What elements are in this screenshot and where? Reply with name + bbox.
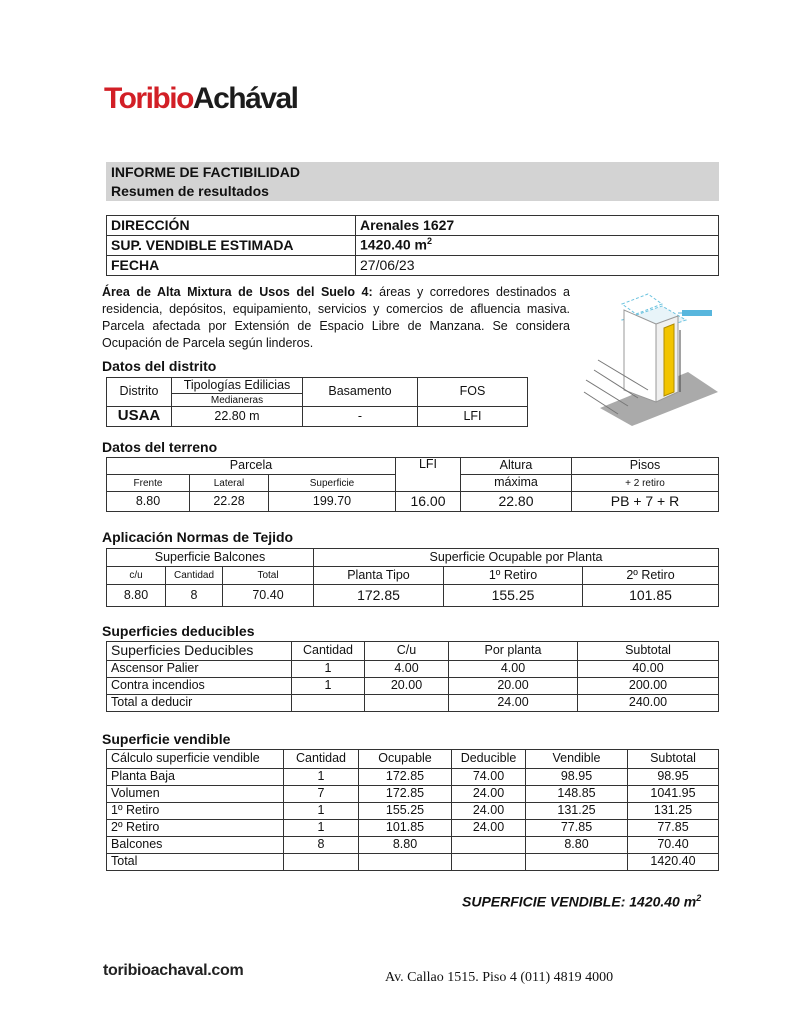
deducibles-cell (292, 695, 365, 712)
medianeras-header: Medianeras (172, 394, 303, 407)
vendible-cell: 7 (284, 786, 359, 803)
distrito-section-title: Datos del distrito (102, 358, 217, 374)
vendible-cell: 77.85 (628, 820, 719, 837)
vendible-cell (359, 854, 452, 871)
total-header: Total (223, 567, 314, 585)
vendible-header-3: Deducible (452, 750, 526, 769)
deducibles-section-title: Superficies deducibles (102, 623, 255, 639)
lateral-header: Lateral (190, 475, 269, 492)
deducibles-header-4: Subtotal (578, 642, 719, 661)
pisos-header: Pisos (572, 458, 719, 475)
deducibles-cell: Total a deducir (107, 695, 292, 712)
balcones-header: Superficie Balcones (107, 549, 314, 567)
brand-logo (104, 84, 298, 114)
table-row (107, 786, 719, 803)
vendible-header-2: Ocupable (359, 750, 452, 769)
table-row (107, 837, 719, 854)
vendible-cell: Planta Baja (107, 769, 284, 786)
total-value: 70.40 (223, 585, 314, 607)
retiro2-value: 101.85 (583, 585, 719, 607)
vendible-cell: 1 (284, 803, 359, 820)
superficie-header: Superficie (269, 475, 396, 492)
zone-description-text: áreas y corredores destinados a residencia, depósitos, equipamiento, servicios y comercios de afluencia masiva. Parcela afectada por Extensión de Espacio Libre de Manzana. Se considera Ocupación de Parcela según linderos. (102, 285, 570, 350)
lfi-value: 16.00 (396, 492, 461, 512)
vendible-cell: 77.85 (526, 820, 628, 837)
vendible-cell: 1420.40 (628, 854, 719, 871)
altura-value: 22.80 (461, 492, 572, 512)
vendible-cell: 74.00 (452, 769, 526, 786)
report-subtitle: Resumen de resultados (111, 183, 269, 199)
table-row (107, 661, 719, 678)
vendible-table (106, 749, 719, 871)
vendible-cell: 1 (284, 769, 359, 786)
altura-header-2: máxima (461, 475, 572, 492)
building-volume-illustration (578, 280, 720, 428)
vendible-cell: 1º Retiro (107, 803, 284, 820)
zone-description (102, 284, 570, 352)
fos-header: FOS (418, 378, 528, 407)
vendible-cell (452, 854, 526, 871)
fecha-label: FECHA (107, 256, 356, 276)
vendible-header-1: Cantidad (284, 750, 359, 769)
lateral-value: 22.28 (190, 492, 269, 512)
brand-part2: Achával (192, 82, 298, 115)
cu-value: 8.80 (107, 585, 166, 607)
terreno-table (106, 457, 719, 512)
distrito-header: Distrito (107, 378, 172, 407)
deducibles-cell: 40.00 (578, 661, 719, 678)
deducibles-cell: Ascensor Palier (107, 661, 292, 678)
vendible-header-0: Cálculo superficie vendible (107, 750, 284, 769)
deducibles-cell: 20.00 (365, 678, 449, 695)
deducibles-cell: 1 (292, 661, 365, 678)
brand-part1: Toribio (104, 82, 193, 115)
vendible-cell (284, 854, 359, 871)
pisos-value: PB + 7 + R (572, 492, 719, 512)
sup-value-cell (356, 236, 719, 256)
total-vendible-exp: 2 (696, 893, 702, 903)
deducibles-cell: 20.00 (449, 678, 578, 695)
deducibles-header-1: Cantidad (292, 642, 365, 661)
vendible-cell: 8 (284, 837, 359, 854)
vendible-cell: 8.80 (526, 837, 628, 854)
total-vendible (462, 893, 701, 910)
medianeras-value: 22.80 m (172, 407, 303, 427)
retiro1-value: 155.25 (444, 585, 583, 607)
fecha-value: 27/06/23 (356, 256, 719, 276)
pisos-sub-header: + 2 retiro (572, 475, 719, 492)
deducibles-header-0: Superficies Deducibles (107, 642, 292, 661)
retiro2-header: 2º Retiro (583, 567, 719, 585)
vendible-cell: 24.00 (452, 820, 526, 837)
vendible-cell: 131.25 (628, 803, 719, 820)
deducibles-header-2: C/u (365, 642, 449, 661)
vendible-cell: 172.85 (359, 786, 452, 803)
report-header (106, 162, 719, 201)
superficie-value: 199.70 (269, 492, 396, 512)
retiro1-header: 1º Retiro (444, 567, 583, 585)
info-table (106, 215, 719, 276)
lfi-header: LFI (396, 458, 461, 492)
footer-address: Av. Callao 1515. Piso 4 (011) 4819 4000 (385, 970, 614, 985)
vendible-cell: 24.00 (452, 803, 526, 820)
table-row (107, 695, 719, 712)
deducibles-cell: 4.00 (449, 661, 578, 678)
vendible-cell (526, 854, 628, 871)
direccion-label: DIRECCIÓN (107, 216, 356, 236)
terreno-section-title: Datos del terreno (102, 439, 218, 455)
vendible-cell: 24.00 (452, 786, 526, 803)
zone-description-bold: Área de Alta Mixtura de Usos del Suelo 4: (102, 285, 373, 299)
vendible-cell: 98.95 (526, 769, 628, 786)
total-vendible-label: SUPERFICIE VENDIBLE: 1420.40 m (462, 893, 697, 910)
altura-header: Altura (461, 458, 572, 475)
deducibles-cell (365, 695, 449, 712)
vendible-cell: 101.85 (359, 820, 452, 837)
fos-value: LFI (418, 407, 528, 427)
tejido-section-title: Aplicación Normas de Tejido (102, 529, 294, 545)
sup-unit-exp: 2 (426, 236, 432, 247)
deducibles-header-3: Por planta (449, 642, 578, 661)
table-row (107, 803, 719, 820)
tipologias-header: Tipologías Edilicias (172, 378, 303, 394)
vendible-section-title: Superficie vendible (102, 731, 231, 747)
vendible-header-4: Vendible (526, 750, 628, 769)
vendible-cell: 172.85 (359, 769, 452, 786)
report-title: INFORME DE FACTIBILIDAD (111, 164, 300, 180)
deducibles-cell: 1 (292, 678, 365, 695)
vendible-cell: Balcones (107, 837, 284, 854)
vendible-header-5: Subtotal (628, 750, 719, 769)
footer-url[interactable]: toribioachaval.com (103, 962, 244, 979)
deducibles-cell: 240.00 (578, 695, 719, 712)
planta-tipo-value: 172.85 (314, 585, 444, 607)
vendible-cell: Volumen (107, 786, 284, 803)
deducibles-cell: 4.00 (365, 661, 449, 678)
distrito-value: USAA (107, 407, 172, 427)
sup-value: 1420.40 m (360, 237, 427, 254)
deducibles-cell: 24.00 (449, 695, 578, 712)
basamento-header: Basamento (303, 378, 418, 407)
parcela-header: Parcela (107, 458, 396, 475)
vendible-cell: Total (107, 854, 284, 871)
vendible-cell: 1 (284, 820, 359, 837)
direccion-value: Arenales 1627 (356, 216, 719, 236)
frente-value: 8.80 (107, 492, 190, 512)
table-row (107, 854, 719, 871)
planta-tipo-header: Planta Tipo (314, 567, 444, 585)
vendible-cell (452, 837, 526, 854)
cantidad-header: Cantidad (166, 567, 223, 585)
deducibles-cell: Contra incendios (107, 678, 292, 695)
distrito-table (106, 377, 528, 427)
vendible-cell: 155.25 (359, 803, 452, 820)
deducibles-cell: 200.00 (578, 678, 719, 695)
tejido-table (106, 548, 719, 607)
deducibles-table (106, 641, 719, 712)
vendible-cell: 70.40 (628, 837, 719, 854)
table-row (107, 820, 719, 837)
vendible-cell: 1041.95 (628, 786, 719, 803)
cantidad-value: 8 (166, 585, 223, 607)
frente-header: Frente (107, 475, 190, 492)
basamento-value: - (303, 407, 418, 427)
table-row (107, 678, 719, 695)
vendible-cell: 131.25 (526, 803, 628, 820)
table-row (107, 769, 719, 786)
cu-header: c/u (107, 567, 166, 585)
vendible-cell: 98.95 (628, 769, 719, 786)
vendible-cell: 8.80 (359, 837, 452, 854)
sup-label: SUP. VENDIBLE ESTIMADA (107, 236, 356, 256)
vendible-cell: 148.85 (526, 786, 628, 803)
vendible-cell: 2º Retiro (107, 820, 284, 837)
ocupable-header: Superficie Ocupable por Planta (314, 549, 719, 567)
